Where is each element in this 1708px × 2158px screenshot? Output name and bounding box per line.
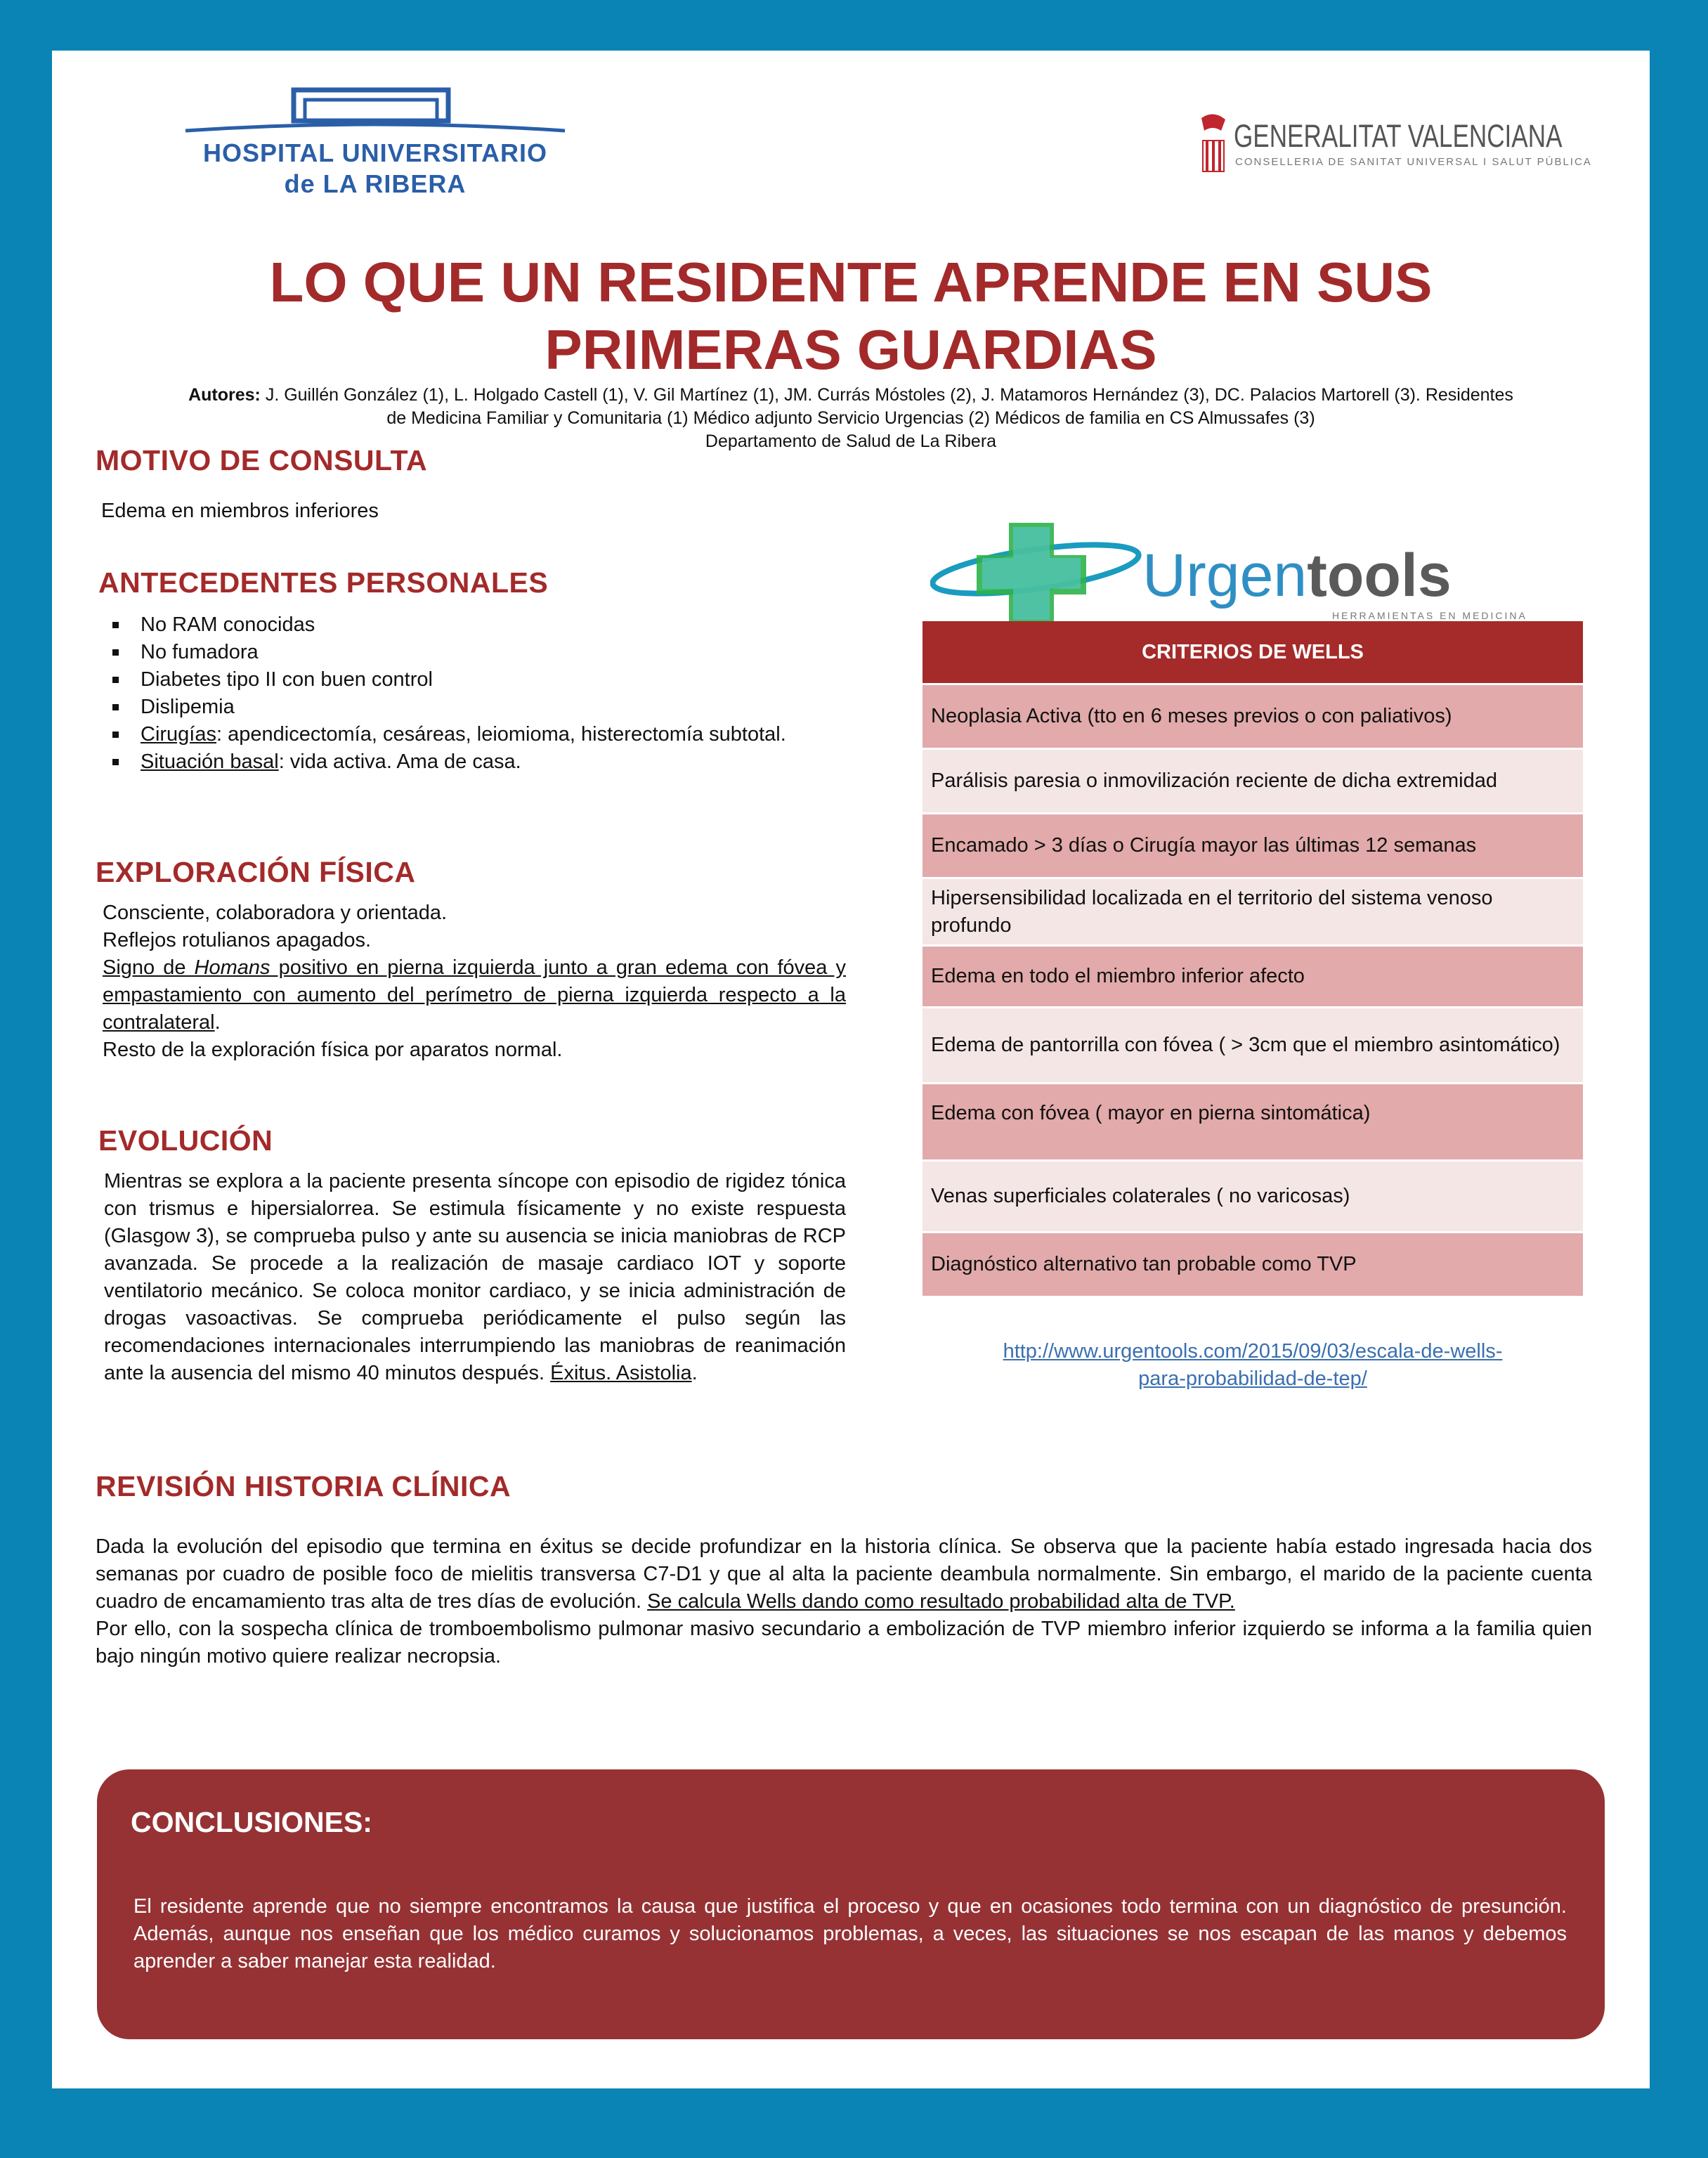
antecedentes-heading: ANTECEDENTES PERSONALES	[98, 566, 549, 599]
hospital-name-line2: de LA RIBERA	[284, 169, 467, 198]
wells-table-header: CRITERIOS DE WELLS	[923, 621, 1583, 683]
list-item: No RAM conocidas	[104, 611, 818, 639]
conclusiones-text: El residente aprende que no siempre encontramos la causa que justifica el proceso y que en ocasiones todo termina con un diagnóstico de presunción. Además, aunque nos enseñan que los médico curamos y solucionamos problemas, a veces, las situaciones se nos escapan de las manos y debemos aprender a saber manejar esta realidad.	[133, 1895, 1567, 1972]
wells-row: Edema con fóvea ( mayor en pierna sintomática)	[923, 1082, 1583, 1159]
antecedentes-list	[104, 611, 818, 776]
authors-line1: J. Guillén González (1), L. Holgado Castell (1), V. Gil Martínez (1), JM. Currás Móstoles (2), J. Matamoros Hernández (3), DC. Palacios Martorell (3). Residentes	[260, 385, 1513, 405]
urgentools-logo	[930, 505, 1605, 638]
hospital-name-line1: HOSPITAL UNIVERSITARIO	[202, 138, 548, 167]
authors-line3: Departamento de Salud de La Ribera	[705, 431, 997, 451]
list-item: Dislipemia	[104, 694, 818, 721]
exploracion-heading: EXPLORACIÓN FÍSICA	[96, 856, 416, 888]
generalitat-logo	[1197, 112, 1591, 176]
motivo-text: Edema en miembros inferiores	[101, 500, 379, 522]
generalitat-subtitle: CONSELLERIA DE SANITAT UNIVERSAL I SALUT PÚBLICA	[1235, 156, 1592, 168]
hospital-building-icon	[178, 84, 572, 134]
exploracion-text: Consciente, colaboradora y orientada. Reflejos rotulianos apagados. Signo de Homans positivo en pierna izquierda junto a gran edema con fóvea y empastamiento con aumento del perímetro de pierna izquierda respecto a la contralateral. Resto de la exploración física por aparatos normal.	[103, 902, 846, 1061]
generalitat-name: GENERALITAT VALENCIANA	[1234, 118, 1563, 154]
wells-criteria-table	[923, 621, 1583, 1296]
conclusiones-heading: CONCLUSIONES:	[131, 1806, 372, 1838]
medical-cross-icon	[930, 505, 1155, 638]
hospital-logo	[178, 84, 572, 204]
motivo-heading: MOTIVO DE CONSULTA	[96, 444, 428, 476]
coat-of-arms-icon	[1197, 112, 1230, 176]
urgentools-subtitle: HERRAMIENTAS EN MEDICINA	[1332, 610, 1527, 621]
wells-row: Diagnóstico alternativo tan probable como TVP	[923, 1231, 1583, 1296]
evolucion-text: Mientras se explora a la paciente presenta síncope con episodio de rigidez tónica con trismus e hipersialorrea. Se estimula físicamente y no existe respuesta (Glasgow 3), se comprueba pulso y ante su ausencia se inicia maniobras de RCP avanzada. Se procede a la realización de masaje cardiaco IOT y soporte ventilatorio mecánico. Se coloca monitor cardiaco, y se inicia administración de drogas vasoactivas. Se comprueba periódicamente el pulso según las recomendaciones internacionales interrumpiendo las maniobras de reanimación ante la ausencia del mismo 40 minutos después. Éxitus. Asistolia.	[104, 1170, 846, 1384]
revision-text: Dada la evolución del episodio que termina en éxitus se decide profundizar en la historia clínica. Se observa que la paciente había estado ingresada hacia dos semanas por cuadro de posible foco de mielitis transversa C7-D1 y que al alta la paciente deambula normalmente. Sin embargo, el marido de la paciente cuenta cuadro de encamamiento tras alta de tres días de evolución. Se calcula Wells dando como resultado probabilidad alta de TVP. Por ello, con la sospecha clínica de tromboembolismo pulmonar masivo secundario a embolización de TVP miembro inferior izquierdo se informa a la familia quien bajo ningún motivo quiere realizar necropsia.	[96, 1535, 1592, 1668]
title-line1: LO QUE UN RESIDENTE APRENDE EN SUS	[269, 251, 1433, 313]
revision-heading: REVISIÓN HISTORIA CLÍNICA	[96, 1470, 511, 1502]
wells-row: Neoplasia Activa (tto en 6 meses previos o con paliativos)	[923, 683, 1583, 748]
evolucion-heading: EVOLUCIÓN	[98, 1124, 273, 1157]
conclusiones-box	[97, 1769, 1605, 2039]
wells-row: Hipersensibilidad localizada en el territorio del sistema venoso profundo	[923, 877, 1583, 944]
wells-row: Encamado > 3 días o Cirugía mayor las últimas 12 semanas	[923, 812, 1583, 877]
wells-row: Edema en todo el miembro inferior afecto	[923, 944, 1583, 1006]
poster-title	[52, 249, 1650, 384]
list-item: Cirugías: apendicectomía, cesáreas, leiomioma, histerectomía subtotal.	[104, 721, 818, 748]
authors-line2: de Medicina Familiar y Comunitaria (1) Médico adjunto Servicio Urgencias (2) Médicos de familia en CS Almussafes (3)	[386, 408, 1315, 428]
title-line2: PRIMERAS GUARDIAS	[545, 318, 1157, 381]
authors	[108, 384, 1593, 453]
poster	[52, 51, 1650, 2088]
wells-row: Parálisis paresia o inmovilización reciente de dicha extremidad	[923, 748, 1583, 812]
list-item: Diabetes tipo II con buen control	[104, 666, 818, 694]
list-item: Situación basal: vida activa. Ama de casa.	[104, 748, 818, 776]
wells-row: Venas superficiales colaterales ( no varicosas)	[923, 1159, 1583, 1231]
wells-row: Edema de pantorrilla con fóvea ( > 3cm que el miembro asintomático)	[923, 1006, 1583, 1082]
authors-label: Autores:	[188, 385, 261, 405]
urgentools-source-link[interactable]: http://www.urgentools.com/2015/09/03/escala-de-wells- para-probabilidad-de-tep/	[1003, 1340, 1503, 1390]
urgentools-wordmark: Urgentools	[1142, 542, 1452, 609]
list-item: No fumadora	[104, 639, 818, 666]
